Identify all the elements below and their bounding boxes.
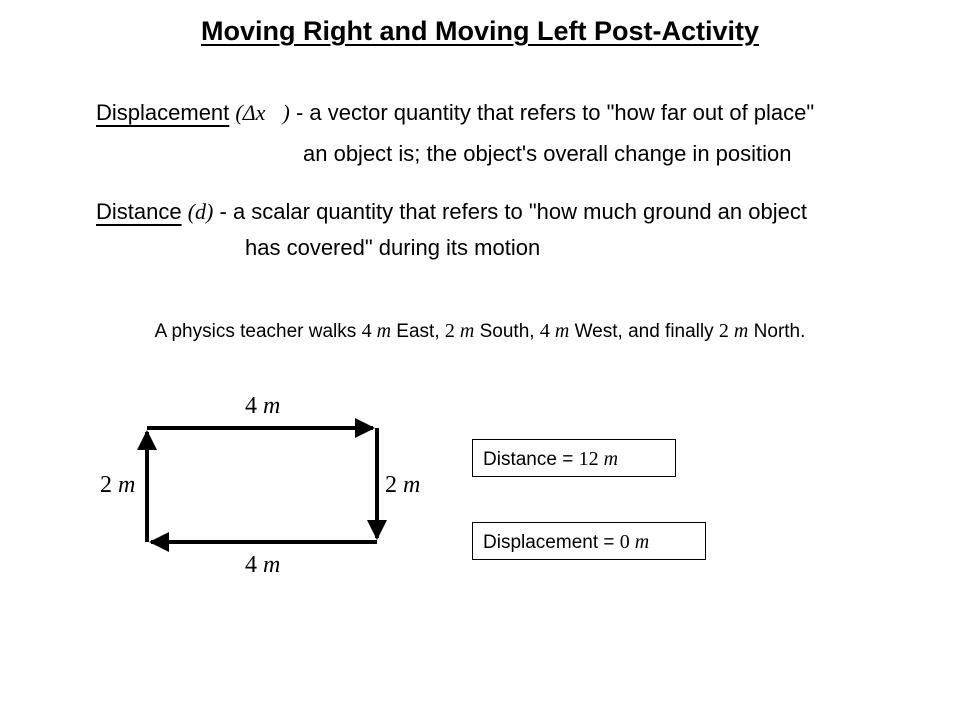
distance-result-box	[472, 439, 676, 477]
displacement-result-box	[472, 522, 706, 560]
problem-distance-3: 4 m	[539, 320, 570, 342]
distance-result-value: 12 m	[578, 448, 619, 470]
distance-text-2: has covered" during its motion	[245, 235, 541, 260]
distance-result-label: Distance =	[483, 449, 574, 470]
problem-direction-1: East,	[396, 321, 440, 342]
problem-distance-1: 4 m	[361, 320, 392, 342]
problem-direction-2: South,	[479, 321, 535, 342]
bottom-side-label: 4 m	[245, 552, 281, 578]
problem-distance-4: 2 m	[718, 320, 749, 342]
displacement-result-label: Displacement =	[483, 532, 615, 553]
distance-text-1: - a scalar quantity that refers to "how much ground an object	[219, 199, 807, 224]
problem-prefix: A physics teacher walks	[154, 321, 357, 342]
displacement-result-value: 0 m	[619, 531, 650, 553]
displacement-term: Displacement	[96, 100, 230, 125]
displacement-symbol: (Δx⃗)	[235, 100, 290, 125]
page-title: Moving Right and Moving Left Post-Activity	[201, 16, 759, 46]
distance-symbol: (d)	[187, 199, 214, 224]
right-side-label: 2 m	[385, 472, 421, 498]
problem-distance-2: 2 m	[444, 320, 475, 342]
problem-direction-3: West, and finally	[574, 321, 714, 342]
displacement-text-2: an object is; the object's overall change in position	[303, 141, 792, 166]
distance-term: Distance	[96, 199, 182, 224]
left-side-label: 2 m	[100, 472, 136, 498]
displacement-text-1: - a vector quantity that refers to "how far out of place"	[295, 100, 815, 125]
top-side-label: 4 m	[245, 393, 281, 419]
problem-direction-4: North.	[753, 321, 806, 342]
